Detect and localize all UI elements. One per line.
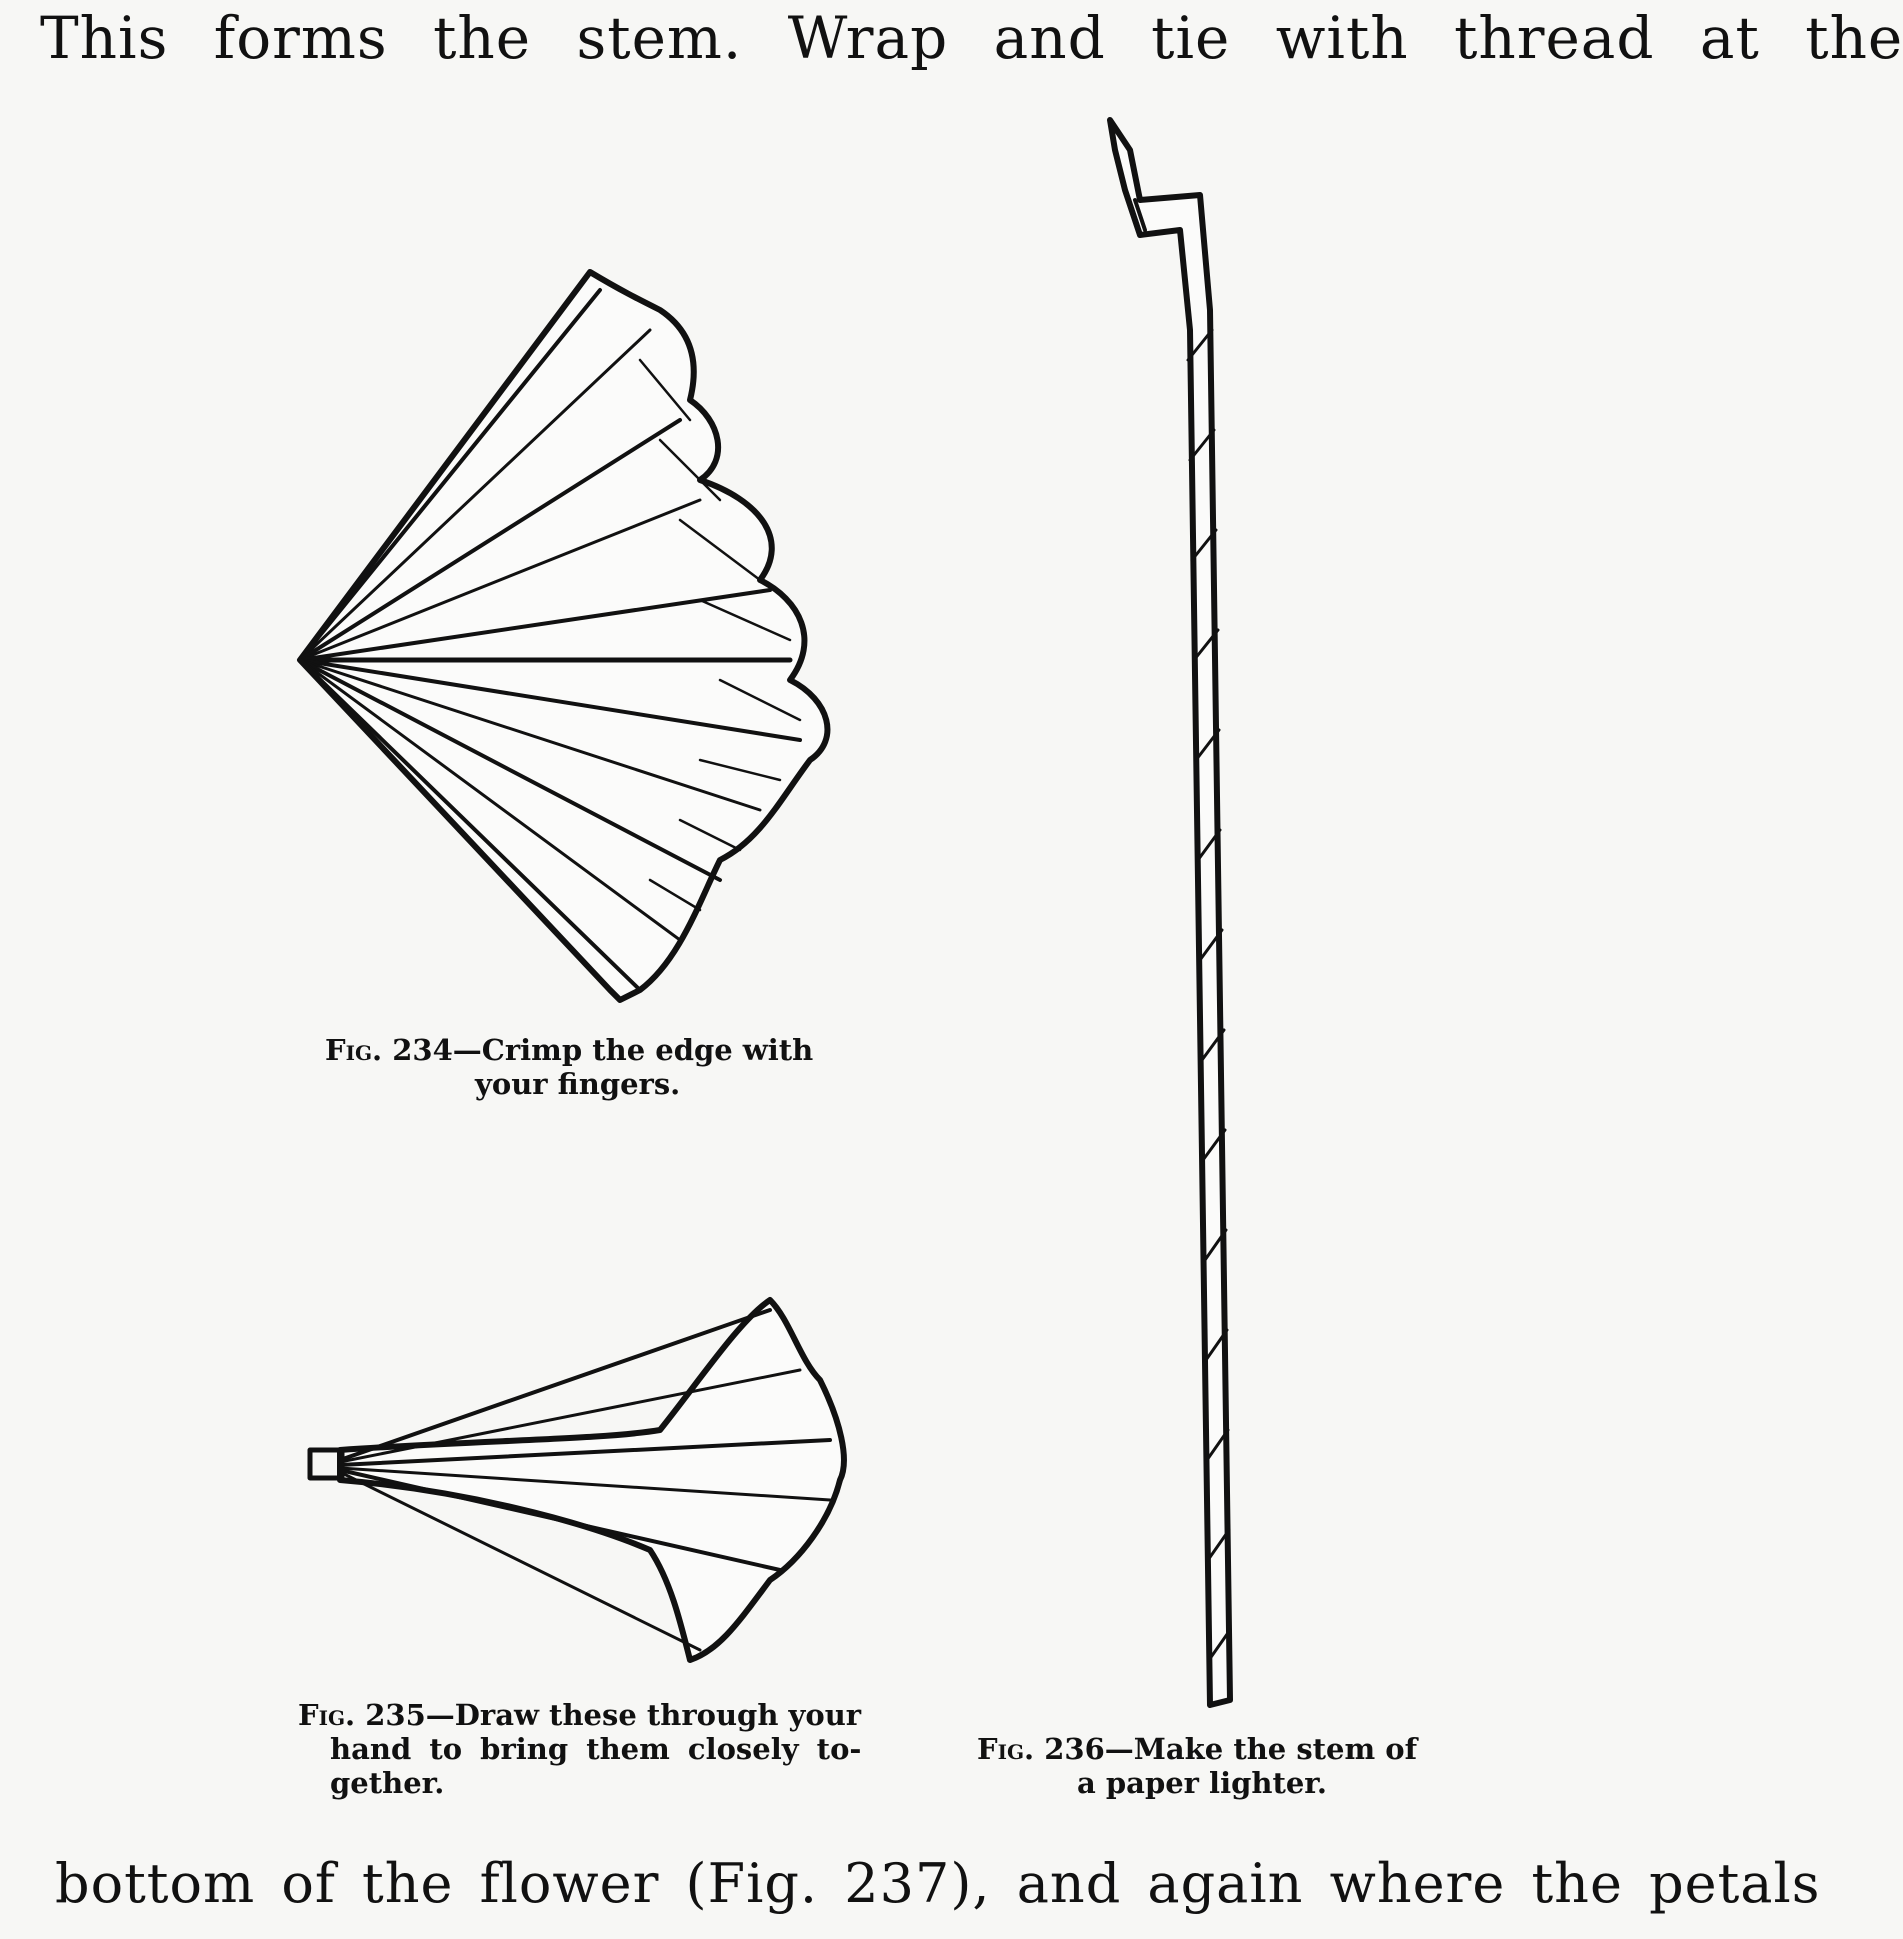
fig-234-label: Fig. bbox=[325, 1033, 383, 1067]
fig-235-number: 235 bbox=[365, 1698, 426, 1732]
fig-236-caption-line1: —Make the stem of bbox=[1104, 1732, 1418, 1766]
body-text-bottom: bottom of the flower (Fig. 237), and again where the petals bbox=[55, 1852, 1821, 1915]
fig-234-caption-line2: your fingers. bbox=[475, 1067, 681, 1101]
fig-235-caption-line2: hand to bring them closely to- bbox=[330, 1732, 862, 1766]
fig-234-caption-line1: —Crimp the edge with bbox=[452, 1033, 814, 1067]
fig-235-illustration bbox=[310, 1300, 844, 1660]
fig-236-caption-line2: a paper lighter. bbox=[1077, 1766, 1328, 1800]
body-text-top: This forms the stem. Wrap and tie with thread at the bbox=[40, 4, 1903, 72]
fig-236-label: Fig. bbox=[977, 1732, 1035, 1766]
fig-234-illustration bbox=[300, 272, 827, 1000]
fig-235-label: Fig. bbox=[298, 1698, 356, 1732]
fig-236-illustration bbox=[1110, 120, 1230, 1705]
fig-236-number: 236 bbox=[1044, 1732, 1105, 1766]
fig-235-caption-line3: gether. bbox=[330, 1766, 445, 1800]
fig-235-caption bbox=[298, 1698, 861, 1800]
fig-234-caption bbox=[325, 1033, 813, 1101]
fig-234-number: 234 bbox=[392, 1033, 453, 1067]
fig-236-caption bbox=[977, 1732, 1417, 1800]
fig-235-caption-line1: —Draw these through your bbox=[425, 1698, 862, 1732]
